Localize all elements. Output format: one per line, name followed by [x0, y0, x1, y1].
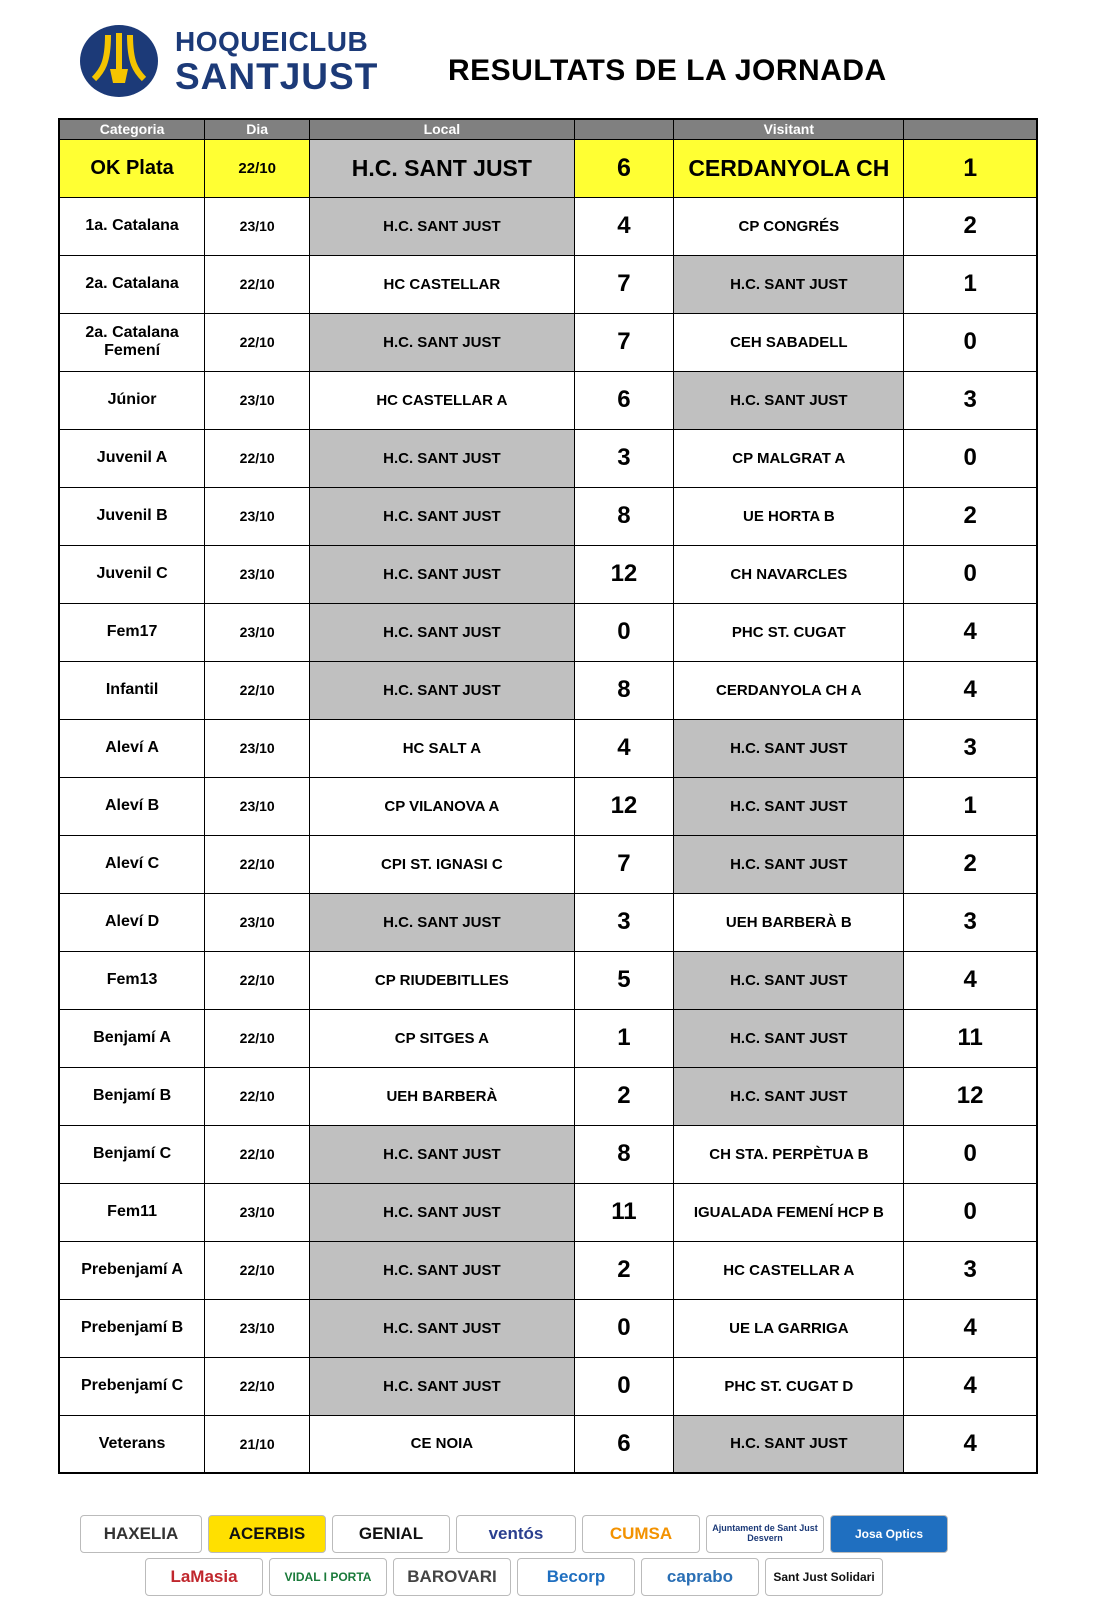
hockey-sticks-icon [80, 25, 158, 97]
dia-cell: 23/10 [205, 603, 310, 661]
visitant-team-cell: CERDANYOLA CH A [674, 661, 904, 719]
club-name [175, 28, 378, 95]
dia-cell: 23/10 [205, 777, 310, 835]
sponsor-logo: ACERBIS [208, 1515, 326, 1553]
sponsor-logo: GENIAL [332, 1515, 450, 1553]
visitant-score-cell: 0 [904, 545, 1037, 603]
table-row [59, 777, 1037, 835]
local-score-cell: 0 [574, 1299, 674, 1357]
local-team-cell: HC SALT A [310, 719, 574, 777]
local-score-cell: 7 [574, 255, 674, 313]
local-team-cell: H.C. SANT JUST [310, 661, 574, 719]
visitant-score-cell: 4 [904, 661, 1037, 719]
visitant-team-cell: H.C. SANT JUST [674, 1067, 904, 1125]
sponsor-logo: ventós [456, 1515, 576, 1553]
visitant-team-cell: CERDANYOLA CH [674, 139, 904, 197]
local-team-cell: H.C. SANT JUST [310, 603, 574, 661]
visitant-score-cell: 3 [904, 719, 1037, 777]
table-row [59, 603, 1037, 661]
categoria-cell: Benjamí B [59, 1067, 205, 1125]
table-row [59, 1009, 1037, 1067]
dia-cell: 22/10 [205, 313, 310, 371]
visitant-score-cell: 0 [904, 429, 1037, 487]
visitant-team-cell: UE LA GARRIGA [674, 1299, 904, 1357]
sponsor-logo: Josa Optics [830, 1515, 948, 1553]
visitant-team-cell: HC CASTELLAR A [674, 1241, 904, 1299]
visitant-score-cell: 2 [904, 835, 1037, 893]
categoria-cell: Juvenil B [59, 487, 205, 545]
local-team-cell: CP SITGES A [310, 1009, 574, 1067]
visitant-score-cell: 11 [904, 1009, 1037, 1067]
categoria-cell: Aleví A [59, 719, 205, 777]
local-team-cell: H.C. SANT JUST [310, 1357, 574, 1415]
sponsor-logo: BAROVARI [393, 1558, 511, 1596]
dia-cell: 22/10 [205, 1357, 310, 1415]
local-team-cell: H.C. SANT JUST [310, 429, 574, 487]
sponsor-logo: caprabo [641, 1558, 759, 1596]
local-team-cell: UEH BARBERÀ [310, 1067, 574, 1125]
local-team-cell: CP RIUDEBITLLES [310, 951, 574, 1009]
visitant-score-cell: 4 [904, 1299, 1037, 1357]
visitant-team-cell: H.C. SANT JUST [674, 371, 904, 429]
categoria-cell: Aleví C [59, 835, 205, 893]
local-score-cell: 6 [574, 1415, 674, 1473]
visitant-team-cell: UE HORTA B [674, 487, 904, 545]
local-score-cell: 3 [574, 429, 674, 487]
table-row [59, 371, 1037, 429]
table-row [59, 1067, 1037, 1125]
visitant-team-cell: H.C. SANT JUST [674, 777, 904, 835]
club-name-line2: SANTJUST [175, 56, 379, 97]
sponsors-row-1 [80, 1515, 948, 1553]
local-team-cell: H.C. SANT JUST [310, 313, 574, 371]
local-score-cell: 8 [574, 487, 674, 545]
visitant-score-cell: 4 [904, 603, 1037, 661]
visitant-score-cell: 0 [904, 1183, 1037, 1241]
visitant-team-cell: PHC ST. CUGAT D [674, 1357, 904, 1415]
categoria-cell: Prebenjamí C [59, 1357, 205, 1415]
visitant-team-cell: H.C. SANT JUST [674, 835, 904, 893]
table-row [59, 1299, 1037, 1357]
dia-cell: 22/10 [205, 835, 310, 893]
sponsor-logo: Becorp [517, 1558, 635, 1596]
local-score-cell: 7 [574, 835, 674, 893]
categoria-cell: Aleví B [59, 777, 205, 835]
club-logo [80, 25, 158, 97]
local-team-cell: CE NOIA [310, 1415, 574, 1473]
visitant-score-cell: 3 [904, 1241, 1037, 1299]
column-header-local-score [574, 119, 674, 139]
featured-match-row [59, 139, 1037, 197]
categoria-cell: Veterans [59, 1415, 205, 1473]
dia-cell: 21/10 [205, 1415, 310, 1473]
dia-cell: 22/10 [205, 951, 310, 1009]
categoria-cell: Juvenil C [59, 545, 205, 603]
categoria-cell: 2a. Catalana Femení [59, 313, 205, 371]
table-row [59, 1183, 1037, 1241]
page-header [0, 0, 1096, 115]
club-name-line1: HOQUEICLUB [175, 26, 369, 57]
local-team-cell: CP VILANOVA A [310, 777, 574, 835]
categoria-cell: Júnior [59, 371, 205, 429]
table-row [59, 661, 1037, 719]
categoria-cell: Benjamí C [59, 1125, 205, 1183]
categoria-cell: 1a. Catalana [59, 197, 205, 255]
column-header-local: Local [310, 119, 574, 139]
table-row [59, 545, 1037, 603]
categoria-cell: Juvenil A [59, 429, 205, 487]
dia-cell: 23/10 [205, 1183, 310, 1241]
dia-cell: 22/10 [205, 139, 310, 197]
dia-cell: 22/10 [205, 1009, 310, 1067]
local-score-cell: 3 [574, 893, 674, 951]
visitant-team-cell: H.C. SANT JUST [674, 951, 904, 1009]
table-row [59, 893, 1037, 951]
categoria-cell: Fem13 [59, 951, 205, 1009]
dia-cell: 23/10 [205, 487, 310, 545]
visitant-score-cell: 1 [904, 777, 1037, 835]
local-team-cell: H.C. SANT JUST [310, 1241, 574, 1299]
categoria-cell: Fem11 [59, 1183, 205, 1241]
local-score-cell: 8 [574, 661, 674, 719]
local-score-cell: 6 [574, 139, 674, 197]
visitant-score-cell: 2 [904, 197, 1037, 255]
visitant-score-cell: 0 [904, 313, 1037, 371]
local-score-cell: 6 [574, 371, 674, 429]
local-score-cell: 0 [574, 603, 674, 661]
local-team-cell: H.C. SANT JUST [310, 545, 574, 603]
visitant-team-cell: H.C. SANT JUST [674, 255, 904, 313]
dia-cell: 23/10 [205, 893, 310, 951]
sponsor-logo: Sant Just Solidari [765, 1558, 883, 1596]
local-score-cell: 12 [574, 545, 674, 603]
dia-cell: 22/10 [205, 1067, 310, 1125]
page-title: RESULTATS DE LA JORNADA [448, 54, 887, 87]
local-score-cell: 0 [574, 1357, 674, 1415]
column-header-dia: Dia [205, 119, 310, 139]
visitant-team-cell: H.C. SANT JUST [674, 1009, 904, 1067]
table-row [59, 1241, 1037, 1299]
visitant-team-cell: H.C. SANT JUST [674, 719, 904, 777]
local-team-cell: H.C. SANT JUST [310, 1183, 574, 1241]
sponsor-logo: VIDAL I PORTA [269, 1558, 387, 1596]
visitant-team-cell: H.C. SANT JUST [674, 1415, 904, 1473]
local-score-cell: 4 [574, 197, 674, 255]
local-score-cell: 4 [574, 719, 674, 777]
categoria-cell: Infantil [59, 661, 205, 719]
visitant-score-cell: 1 [904, 139, 1037, 197]
column-header-categoria: Categoria [59, 119, 205, 139]
table-row [59, 255, 1037, 313]
categoria-cell: OK Plata [59, 139, 205, 197]
table-row [59, 1415, 1037, 1473]
table-row [59, 1125, 1037, 1183]
dia-cell: 22/10 [205, 1125, 310, 1183]
sponsor-logo: CUMSA [582, 1515, 700, 1553]
visitant-score-cell: 3 [904, 371, 1037, 429]
column-header-visitant: Visitant [674, 119, 904, 139]
dia-cell: 22/10 [205, 255, 310, 313]
categoria-cell: Prebenjamí A [59, 1241, 205, 1299]
categoria-cell: Benjamí A [59, 1009, 205, 1067]
visitant-score-cell: 4 [904, 1415, 1037, 1473]
local-team-cell: H.C. SANT JUST [310, 487, 574, 545]
local-score-cell: 1 [574, 1009, 674, 1067]
table-row [59, 951, 1037, 1009]
visitant-score-cell: 4 [904, 951, 1037, 1009]
local-score-cell: 5 [574, 951, 674, 1009]
dia-cell: 23/10 [205, 371, 310, 429]
local-score-cell: 8 [574, 1125, 674, 1183]
local-team-cell: CPI ST. IGNASI C [310, 835, 574, 893]
visitant-team-cell: PHC ST. CUGAT [674, 603, 904, 661]
visitant-team-cell: CEH SABADELL [674, 313, 904, 371]
visitant-team-cell: CP CONGRÉS [674, 197, 904, 255]
dia-cell: 23/10 [205, 545, 310, 603]
dia-cell: 23/10 [205, 197, 310, 255]
visitant-score-cell: 12 [904, 1067, 1037, 1125]
local-team-cell: H.C. SANT JUST [310, 139, 574, 197]
local-score-cell: 11 [574, 1183, 674, 1241]
results-table [58, 118, 1038, 1474]
dia-cell: 23/10 [205, 1299, 310, 1357]
sponsor-logo: LaMasia [145, 1558, 263, 1596]
local-team-cell: HC CASTELLAR [310, 255, 574, 313]
local-team-cell: H.C. SANT JUST [310, 1125, 574, 1183]
sponsors-row-2 [145, 1558, 883, 1596]
categoria-cell: 2a. Catalana [59, 255, 205, 313]
sponsors-bar [0, 1515, 1096, 1615]
categoria-cell: Fem17 [59, 603, 205, 661]
dia-cell: 22/10 [205, 1241, 310, 1299]
local-score-cell: 12 [574, 777, 674, 835]
visitant-score-cell: 1 [904, 255, 1037, 313]
local-team-cell: HC CASTELLAR A [310, 371, 574, 429]
table-row [59, 313, 1037, 371]
local-score-cell: 2 [574, 1067, 674, 1125]
dia-cell: 23/10 [205, 719, 310, 777]
visitant-score-cell: 3 [904, 893, 1037, 951]
table-row [59, 429, 1037, 487]
results-body [59, 139, 1037, 1473]
visitant-team-cell: CH NAVARCLES [674, 545, 904, 603]
visitant-team-cell: UEH BARBERÀ B [674, 893, 904, 951]
visitant-team-cell: IGUALADA FEMENÍ HCP B [674, 1183, 904, 1241]
sponsor-logo: HAXELIA [80, 1515, 202, 1553]
dia-cell: 22/10 [205, 661, 310, 719]
column-header-visitant-score [904, 119, 1037, 139]
table-row [59, 1357, 1037, 1415]
dia-cell: 22/10 [205, 429, 310, 487]
visitant-score-cell: 4 [904, 1357, 1037, 1415]
local-score-cell: 2 [574, 1241, 674, 1299]
visitant-team-cell: CH STA. PERPÈTUA B [674, 1125, 904, 1183]
table-header-row [59, 119, 1037, 139]
table-row [59, 487, 1037, 545]
table-row [59, 197, 1037, 255]
visitant-score-cell: 0 [904, 1125, 1037, 1183]
sponsor-logo: Ajuntament de Sant Just Desvern [706, 1515, 824, 1553]
table-row [59, 835, 1037, 893]
categoria-cell: Prebenjamí B [59, 1299, 205, 1357]
categoria-cell: Aleví D [59, 893, 205, 951]
local-score-cell: 7 [574, 313, 674, 371]
visitant-team-cell: CP MALGRAT A [674, 429, 904, 487]
local-team-cell: H.C. SANT JUST [310, 1299, 574, 1357]
local-team-cell: H.C. SANT JUST [310, 893, 574, 951]
local-team-cell: H.C. SANT JUST [310, 197, 574, 255]
table-row [59, 719, 1037, 777]
visitant-score-cell: 2 [904, 487, 1037, 545]
